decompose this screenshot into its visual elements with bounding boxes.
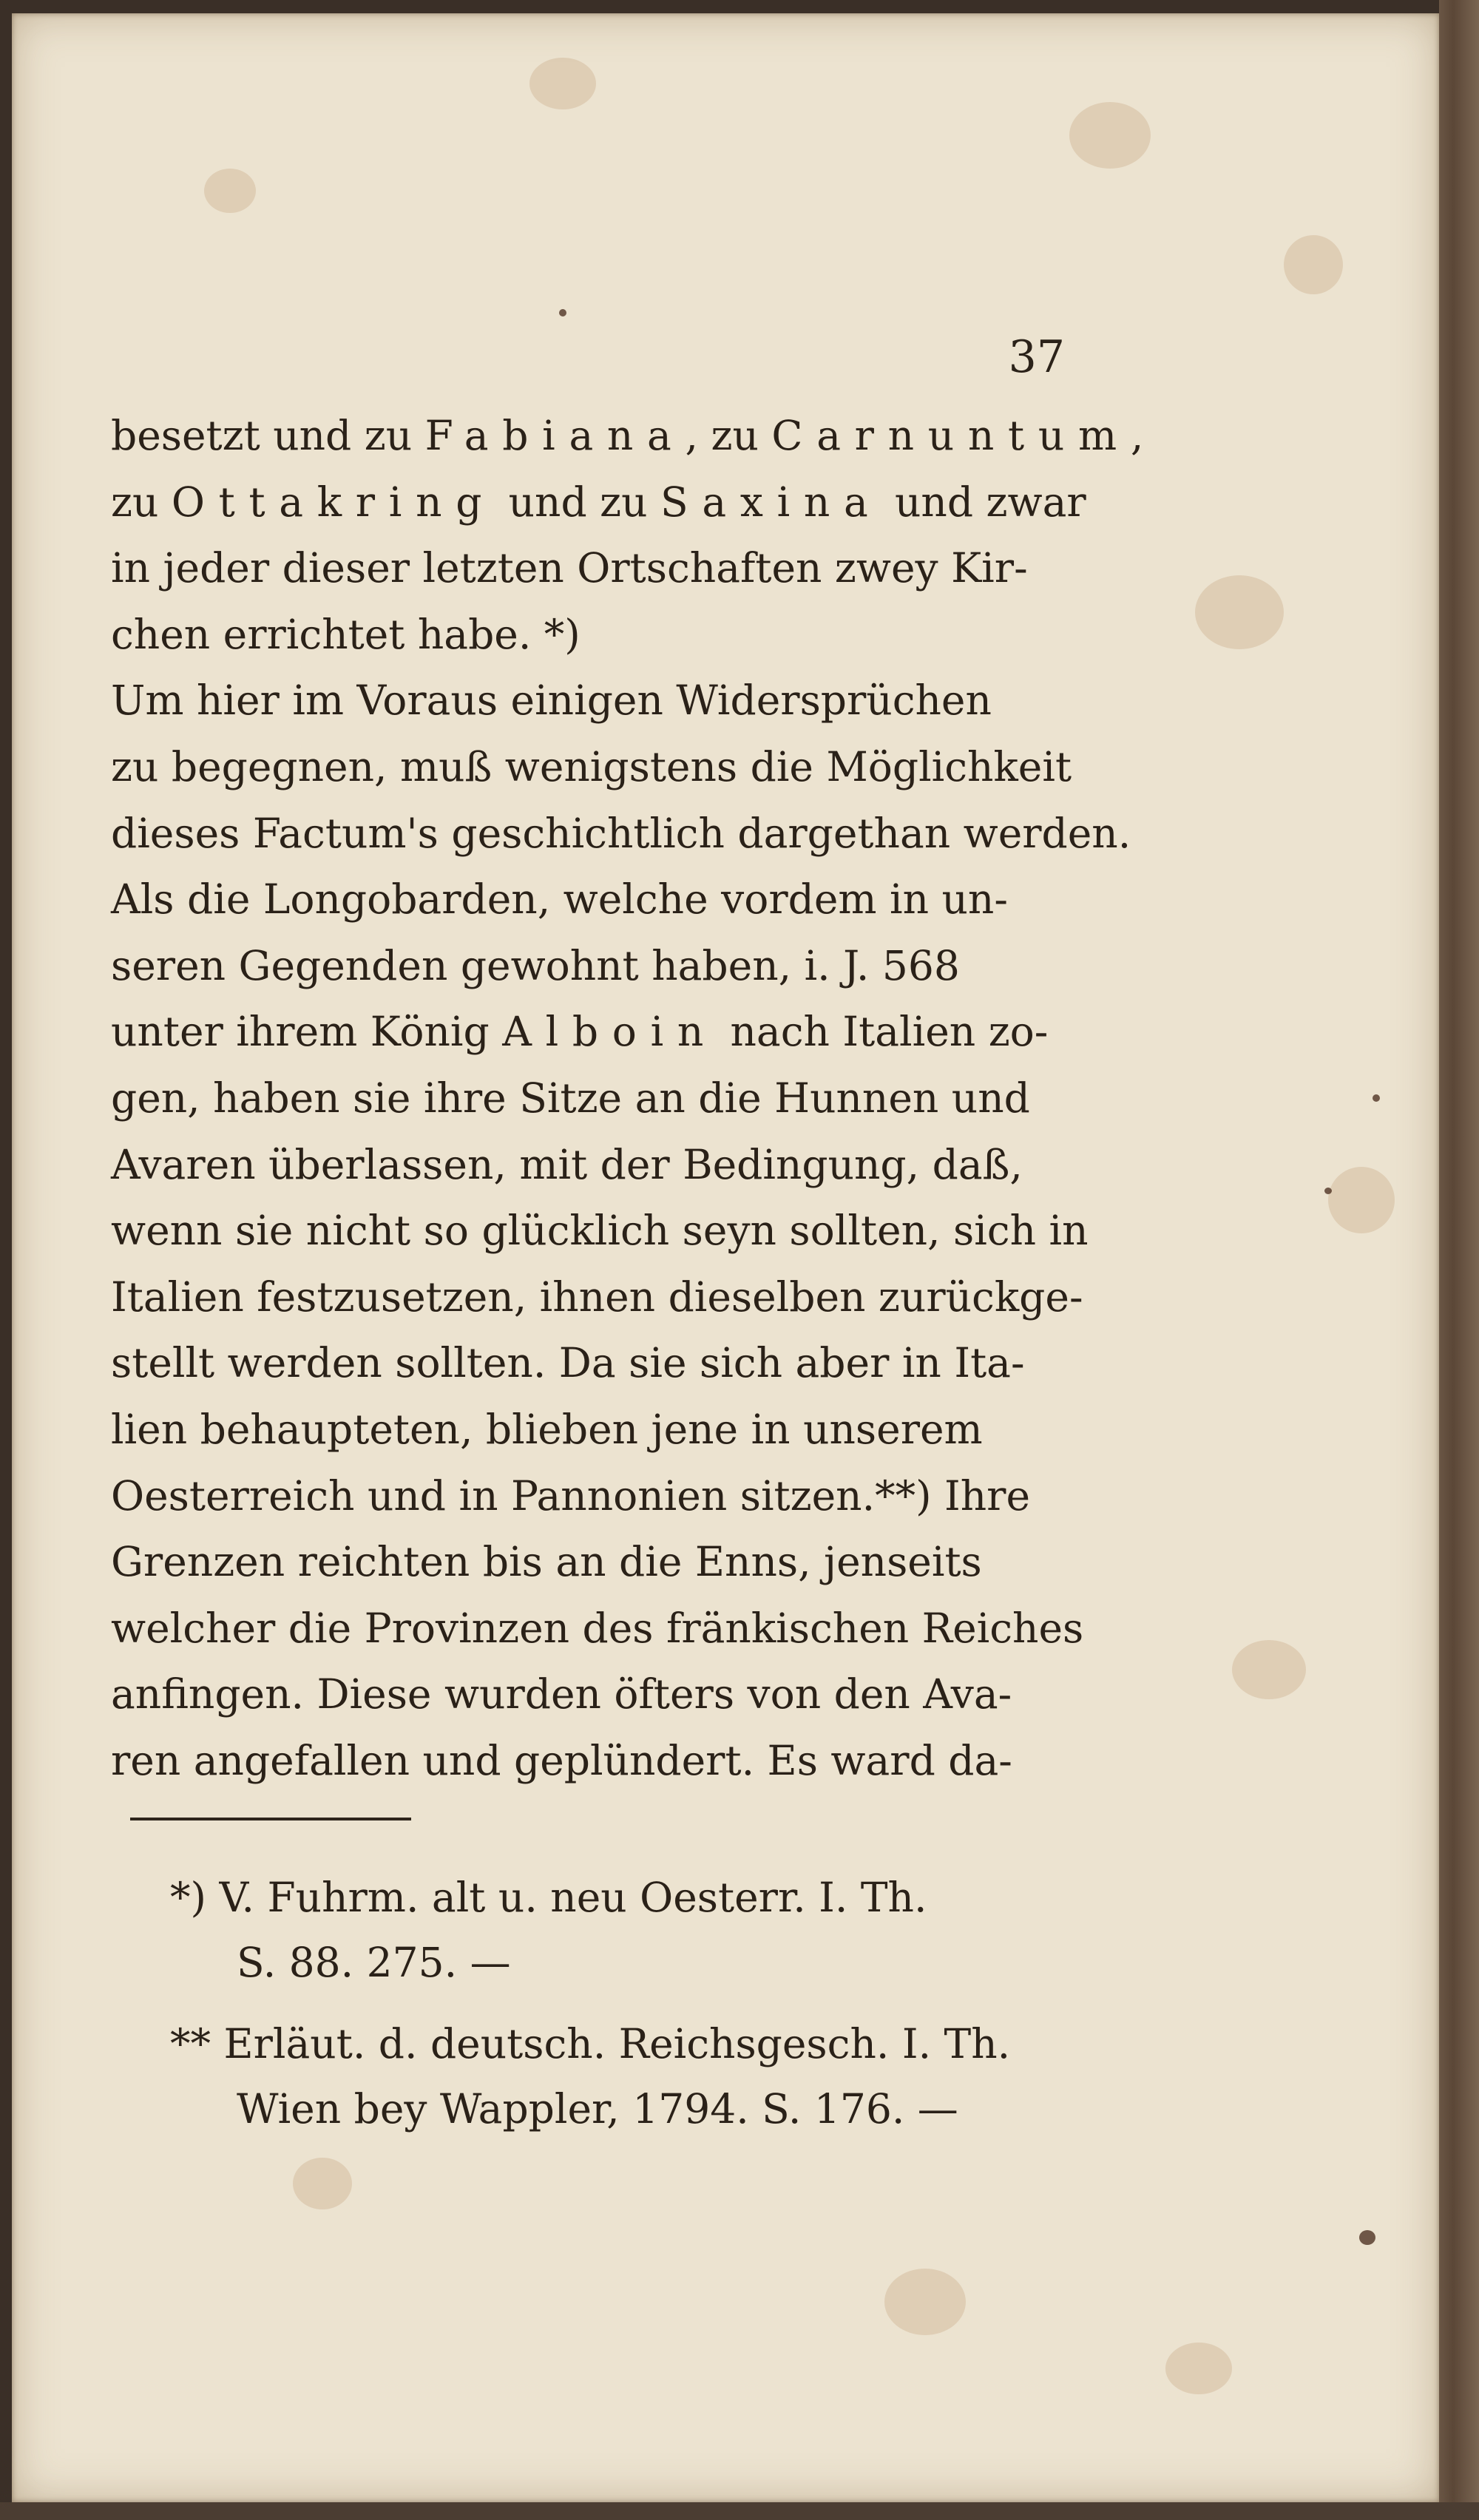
text-line: Italien festzusetzen, ihnen dieselben zurückge- xyxy=(111,1273,1083,1321)
text-line: ren angefallen und geplündert. Es ward da- xyxy=(111,1736,1012,1784)
text-line: unter ihrem König Alboin nach Italien zo- xyxy=(111,1008,1049,1056)
book-edge-right xyxy=(1439,0,1479,2520)
text-line: zu begegnen, muß wenigstens die Möglichkeit xyxy=(111,742,1072,790)
text-line: gen, haben sie ihre Sitze an die Hunnen und xyxy=(111,1074,1030,1122)
text-line: Avaren überlassen, mit der Bedingung, daß, xyxy=(111,1140,1023,1188)
emphasized-name: Saxina xyxy=(660,478,882,526)
page-number: 37 xyxy=(1008,331,1065,383)
emphasized-name: Carnuntum xyxy=(771,412,1131,459)
text-line: seren Gegenden gewohnt haben, i. J. 568 xyxy=(111,941,960,989)
footnote-line: *) V. Fuhrm. alt u. neu Oesterr. I. Th. xyxy=(170,1874,927,1921)
text-line: in jeder dieser letzten Ortschaften zwey Kir- xyxy=(111,544,1028,592)
footnote xyxy=(170,1865,1080,1995)
emphasized-name: Fabiana xyxy=(424,412,686,459)
text-line: chen errichtet habe. *) xyxy=(111,610,581,658)
text-line: dieses Factum's geschichtlich dargethan werden. xyxy=(111,809,1131,857)
text-line: wenn sie nicht so glücklich seyn sollten, sich in xyxy=(111,1207,1089,1255)
text-line: besetzt und zu Fabiana, zu Carnuntum xyxy=(111,412,1131,459)
emphasized-name: Alboin xyxy=(502,1008,718,1056)
text-line: Oesterreich und in Pannonien sitzen.**) Ihre xyxy=(111,1471,1031,1520)
footnote-line: ** Erläut. d. deutsch. Reichsgesch. I. Th. xyxy=(170,2020,1011,2067)
emphasized-name: Ottakring xyxy=(171,478,496,526)
text-line: anfingen. Diese wurden öfters von den Ava- xyxy=(111,1670,1012,1718)
text-line: lien behaupteten, blieben jene in unserem xyxy=(111,1405,983,1453)
text-line: zu Ottakring und zu Saxina und zwar xyxy=(111,478,1086,526)
text-line: stellt werden sollten. Da sie sich aber in Ita- xyxy=(111,1339,1025,1387)
footnote-separator xyxy=(130,1818,411,1820)
footnotes xyxy=(170,1865,1080,2158)
text-line: welcher die Provinzen des fränkischen Reiches xyxy=(111,1604,1084,1652)
text-line: Grenzen reichten bis an die Enns, jenseits xyxy=(111,1538,982,1586)
text-line: Als die Longobarden, welche vordem in un- xyxy=(111,875,1008,924)
book-edge-bottom xyxy=(0,2502,1479,2520)
footnote xyxy=(170,2011,1080,2141)
footnote-line: S. 88. 275. — xyxy=(237,1939,511,1986)
text-line: Um hier im Voraus einigen Widersprüchen xyxy=(111,677,992,725)
body-text xyxy=(111,403,1131,1794)
footnote-line: Wien bey Wappler, 1794. S. 176. — xyxy=(237,2085,958,2133)
